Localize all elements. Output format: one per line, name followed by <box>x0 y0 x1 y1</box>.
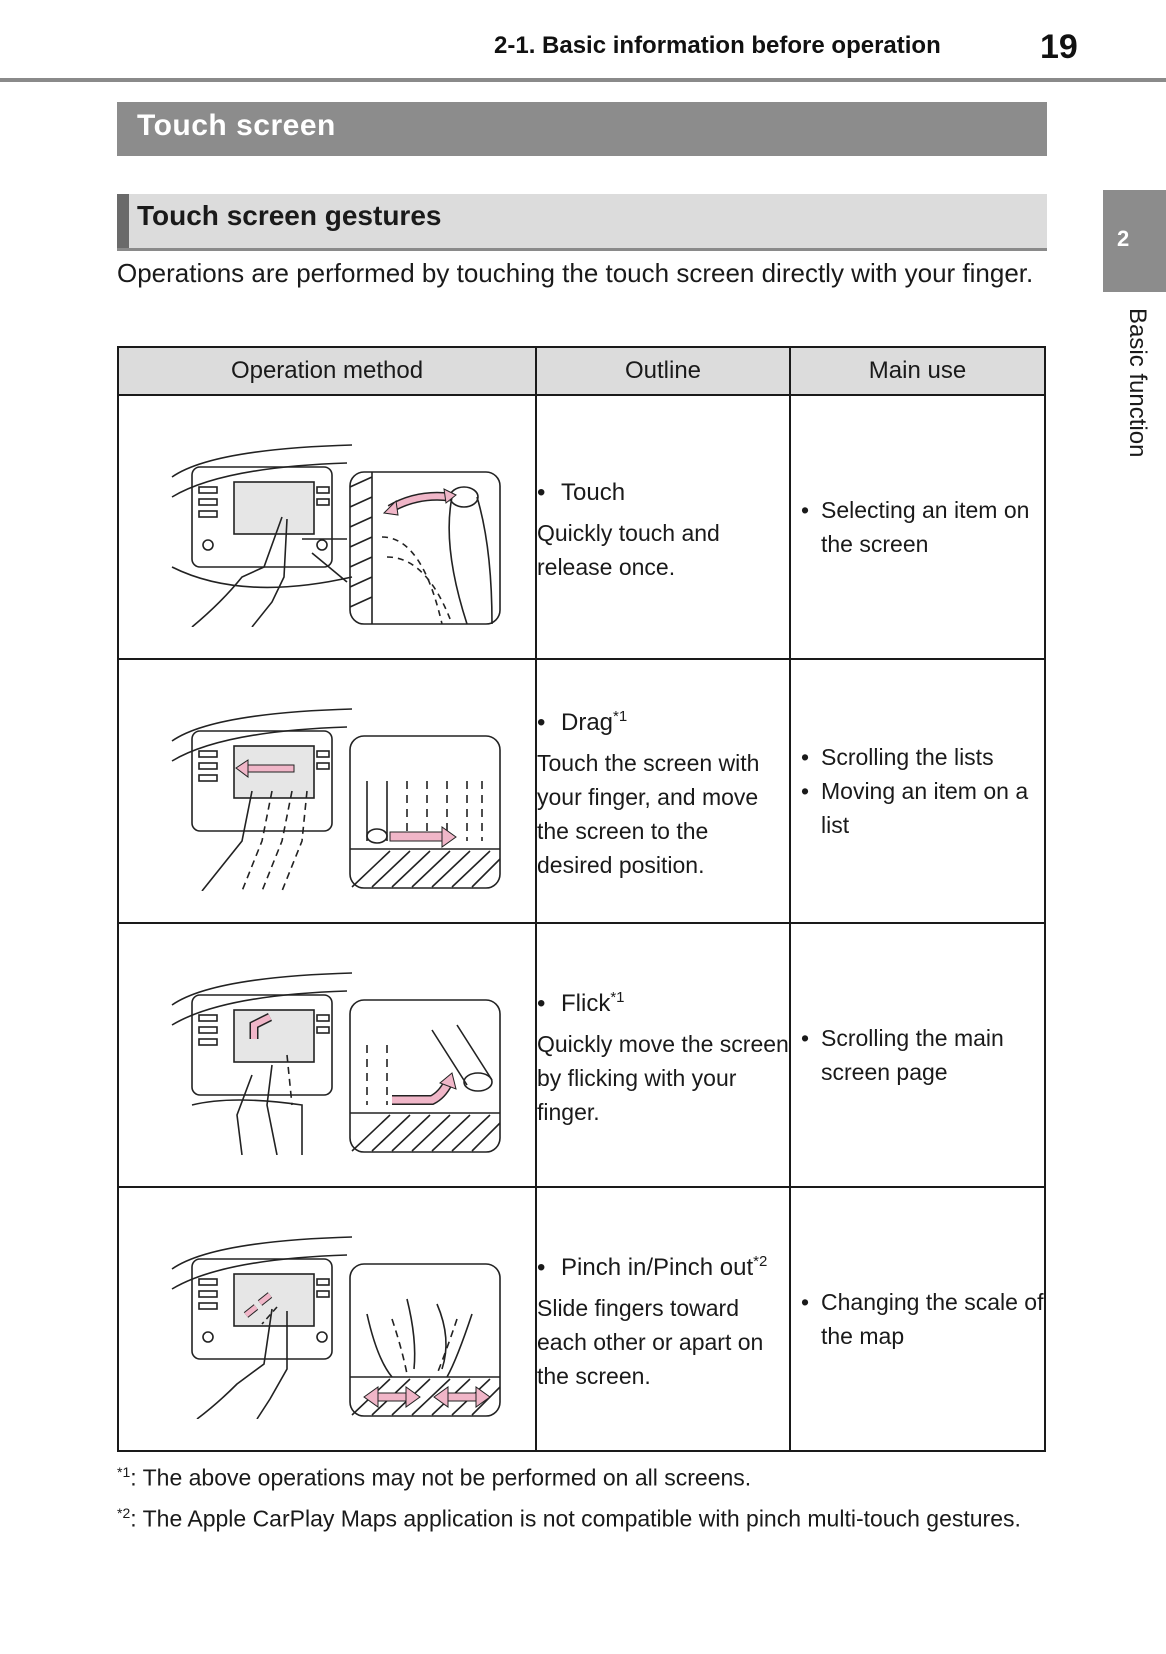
subsection-heading-bar <box>117 194 1047 251</box>
drag-gesture-illustration <box>152 691 502 891</box>
header-main-use: Main use <box>790 347 1045 395</box>
outline-cell <box>536 395 790 659</box>
gesture-name: Drag <box>561 709 614 736</box>
footnote-text: : The above operations may not be performed on all screens. <box>130 1464 752 1491</box>
outline-cell <box>536 1187 790 1451</box>
list-item: • Moving an item on a list <box>799 774 1044 842</box>
illustration-cell <box>118 1187 536 1451</box>
table-row <box>118 395 1045 659</box>
header-outline: Outline <box>536 347 790 395</box>
list-item: • Scrolling the main screen page <box>799 1021 1044 1089</box>
list-item: • Selecting an item on the screen <box>799 493 1044 561</box>
header-rule <box>0 78 1166 82</box>
gesture-description: Slide fingers toward each other or apart on the screen. <box>537 1295 764 1389</box>
main-use-list <box>791 1021 1044 1089</box>
running-header-title: 2-1. Basic information before operation <box>494 32 941 59</box>
section-heading-bar <box>117 102 1047 156</box>
chapter-number: 2 <box>1117 226 1130 251</box>
main-use-cell <box>790 395 1045 659</box>
bullet-icon: • <box>537 1254 546 1281</box>
gesture-description: Quickly move the screen by flicking with your finger. <box>537 1031 789 1125</box>
main-use-list <box>791 493 1044 561</box>
footnote-2 <box>117 1496 1037 1536</box>
main-use-cell <box>790 1187 1045 1451</box>
gesture-title <box>537 1245 789 1285</box>
gestures-table <box>117 346 1046 1452</box>
chapter-label: Basic function <box>1124 308 1151 458</box>
main-use-list <box>791 740 1044 842</box>
subsection-heading: Touch screen gestures <box>137 200 442 231</box>
main-use-cell <box>790 923 1045 1187</box>
main-use-list <box>791 1285 1044 1353</box>
footnote-mark: *2 <box>117 1505 131 1521</box>
bullet-icon: • <box>537 709 546 736</box>
gesture-title <box>537 700 789 740</box>
outline-cell <box>536 923 790 1187</box>
table-row <box>118 1187 1045 1451</box>
footnote-1 <box>117 1455 1037 1495</box>
pinch-gesture-illustration <box>152 1219 502 1419</box>
illustration-cell <box>118 659 536 923</box>
gesture-name: Flick <box>561 990 611 1017</box>
table-row <box>118 659 1045 923</box>
gesture-name: Pinch in/Pinch out <box>561 1254 754 1281</box>
footnote-ref: *2 <box>753 1253 768 1270</box>
gesture-name: Touch <box>561 479 626 506</box>
footnote-mark: *1 <box>117 1464 131 1480</box>
gesture-description: Touch the screen with your finger, and move the screen to the desired position. <box>537 750 760 878</box>
gesture-title <box>537 981 789 1021</box>
outline-cell <box>536 659 790 923</box>
list-item: • Changing the scale of the map <box>799 1285 1044 1353</box>
gesture-title <box>537 470 789 510</box>
subsection-accent <box>117 194 129 248</box>
list-item: • Scrolling the lists <box>799 740 1044 774</box>
bullet-icon: • <box>537 990 546 1017</box>
intro-paragraph: Operations are performed by touching the touch screen directly with your finger. <box>117 258 1034 288</box>
footnote-text: : The Apple CarPlay Maps application is not compatible with pinch multi-touch gestures. <box>130 1505 1021 1532</box>
header-operation-method: Operation method <box>118 347 536 395</box>
footnote-ref: *1 <box>610 989 625 1006</box>
chapter-tab <box>1103 190 1166 292</box>
flick-gesture-illustration <box>152 955 502 1155</box>
main-use-cell <box>790 659 1045 923</box>
table-row <box>118 923 1045 1187</box>
illustration-cell <box>118 395 536 659</box>
illustration-cell <box>118 923 536 1187</box>
touch-gesture-illustration <box>152 427 502 627</box>
section-heading: Touch screen <box>137 109 336 142</box>
gesture-description: Quickly touch and release once. <box>537 520 720 580</box>
bullet-icon: • <box>537 479 546 506</box>
footnote-ref: *1 <box>613 708 628 725</box>
page-number: 19 <box>1040 28 1078 66</box>
table-header-row <box>118 347 1045 395</box>
